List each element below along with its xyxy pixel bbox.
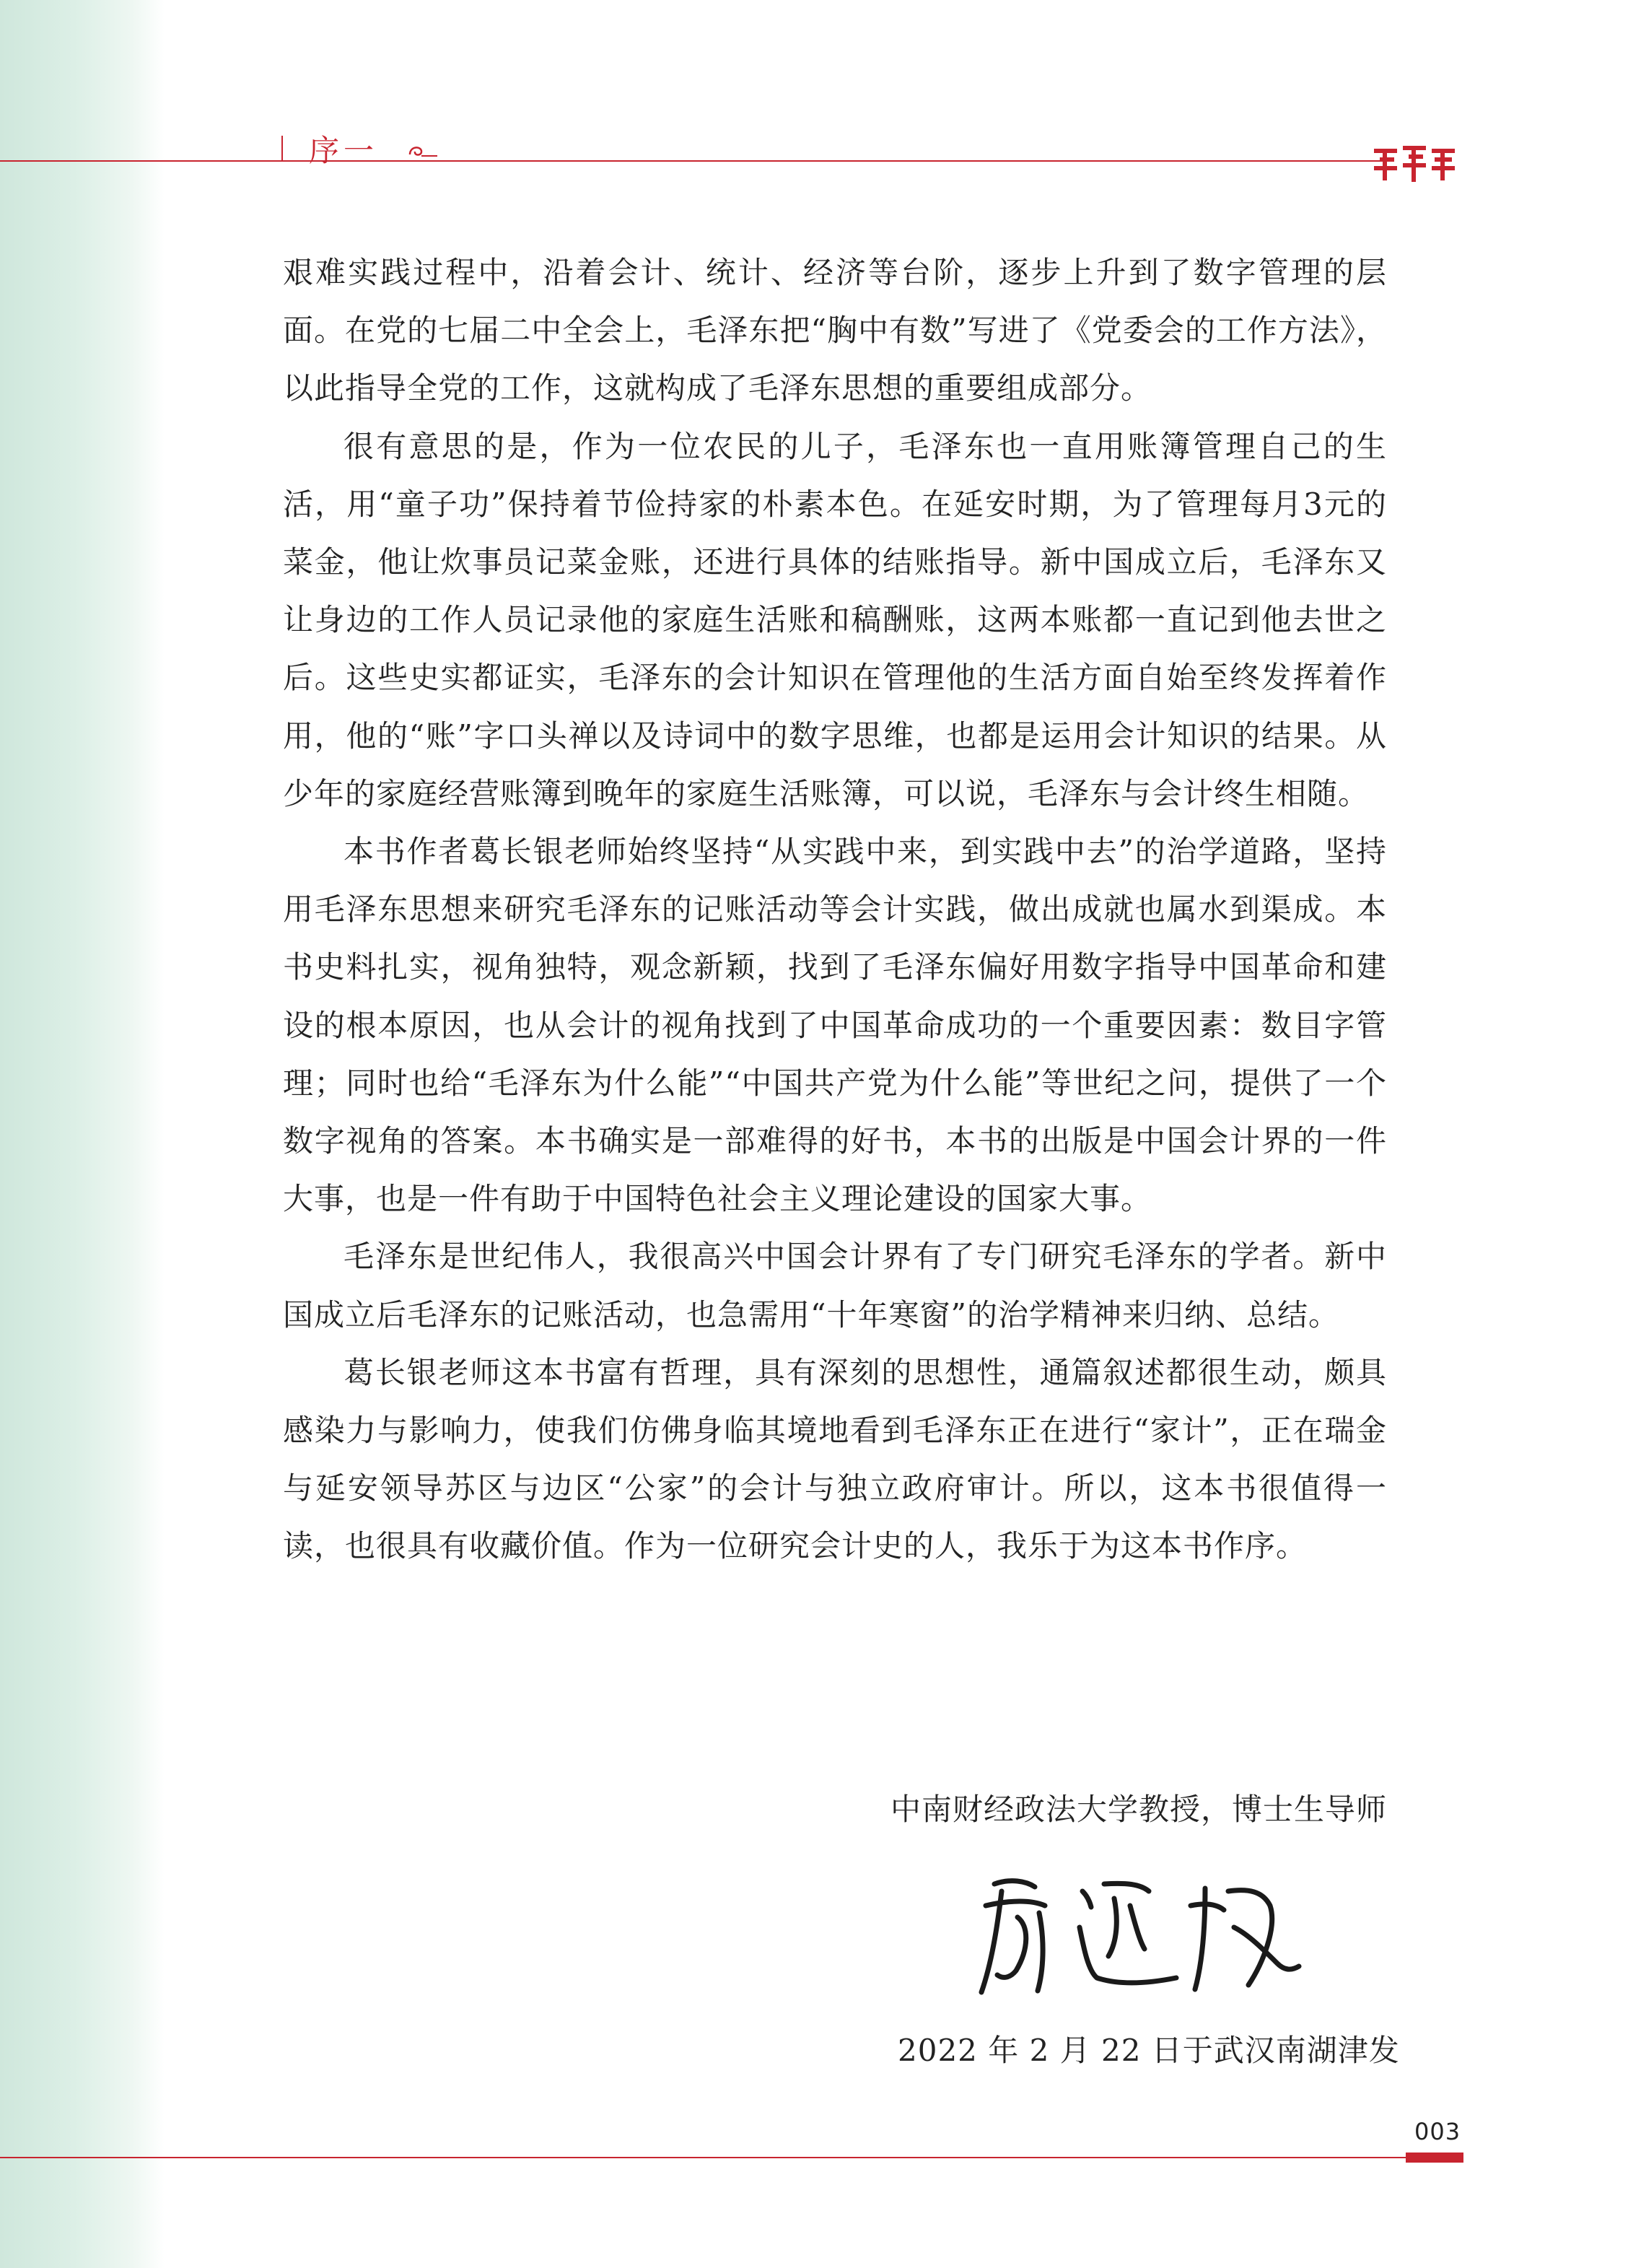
paragraph: 很有意思的是，作为一位农民的儿子，毛泽东也一直用账簿管理自己的生活，用“童子功”保持着节俭持家的朴素本色。在延安时期，为了管理每月3元的菜金，他让炊事员记菜金账，还进行具体的结账指导。新中国成立后，毛泽东又让身边的工作人员记录他的家庭生活账和稿酬账，这两本账都一直记到他去世之后。这些史实都证实，毛泽东的会计知识在管理他的生活方面自始至终发挥着作用，他的“账”字口头禅以及诗词中的数字思维，也都是运用会计知识的结果。从少年的家庭经营账簿到晚年的家庭生活账簿，可以说，毛泽东与会计终生相随。 <box>283 428 1387 811</box>
paragraph: 葛长银老师这本书富有哲理，具有深刻的思想性，通篇叙述都很生动，颇具感染力与影响力，使我们仿佛身临其境地看到毛泽东正在进行“家计”，正在瑞金与延安领导苏区与边区“公家”的会计与独立政府审计。所以，这本书很值得一读，也很具有收藏价值。作为一位研究会计史的人，我乐于为这本书作序。 <box>283 1354 1387 1564</box>
author-affiliation: 中南财经政法大学教授，博士生导师 <box>890 1792 1387 1827</box>
footer-rule <box>0 2157 1443 2158</box>
header-rule <box>0 160 1393 162</box>
publisher-logo-icon <box>1371 141 1458 188</box>
swirl-ornament-icon <box>406 139 437 162</box>
paragraph: 本书作者葛长银老师始终坚持“从实践中来，到实践中去”的治学道路，坚持用毛泽东思想来研究毛泽东的记账活动等会计实践，做出成就也属水到渠成。本书史料扎实，视角独特，观念新颖，找到了毛泽东偏好用数字指导中国革命和建设的根本原因，也从会计的视角找到了中国革命成功的一个重要因素：数目字管理；同时也给“毛泽东为什么能”“中国共产党为什么能”等世纪之问，提供了一个数字视角的答案。本书确实是一部难得的好书，本书的出版是中国会计界的一件大事，也是一件有助于中国特色社会主义理论建设的国家大事。 <box>283 834 1387 1217</box>
header-divider-tick <box>281 136 283 160</box>
preface-body <box>283 244 1387 1576</box>
paragraph: 毛泽东是世纪伟人，我很高兴中国会计界有了专门研究毛泽东的学者。新中国成立后毛泽东的记账活动，也急需用“十年寒窗”的治学精神来归纳、总结。 <box>283 1239 1387 1333</box>
paragraph: 艰难实践过程中，沿着会计、统计、经济等台阶，逐步上升到了数字管理的层面。在党的七届二中全会上，毛泽东把“胸中有数”写进了《党委会的工作方法》，以此指导全党的工作，这就构成了毛泽东思想的重要组成部分。 <box>283 255 1387 406</box>
side-color-band <box>0 0 165 2268</box>
page-number: 003 <box>1414 2118 1461 2145</box>
page-number-bar <box>1406 2153 1463 2163</box>
handwritten-signature <box>960 1862 1306 2007</box>
section-title: 序一 <box>309 133 379 168</box>
signature-date: 2022 年 2 月 22 日于武汉南湖津发 <box>898 2033 1400 2068</box>
